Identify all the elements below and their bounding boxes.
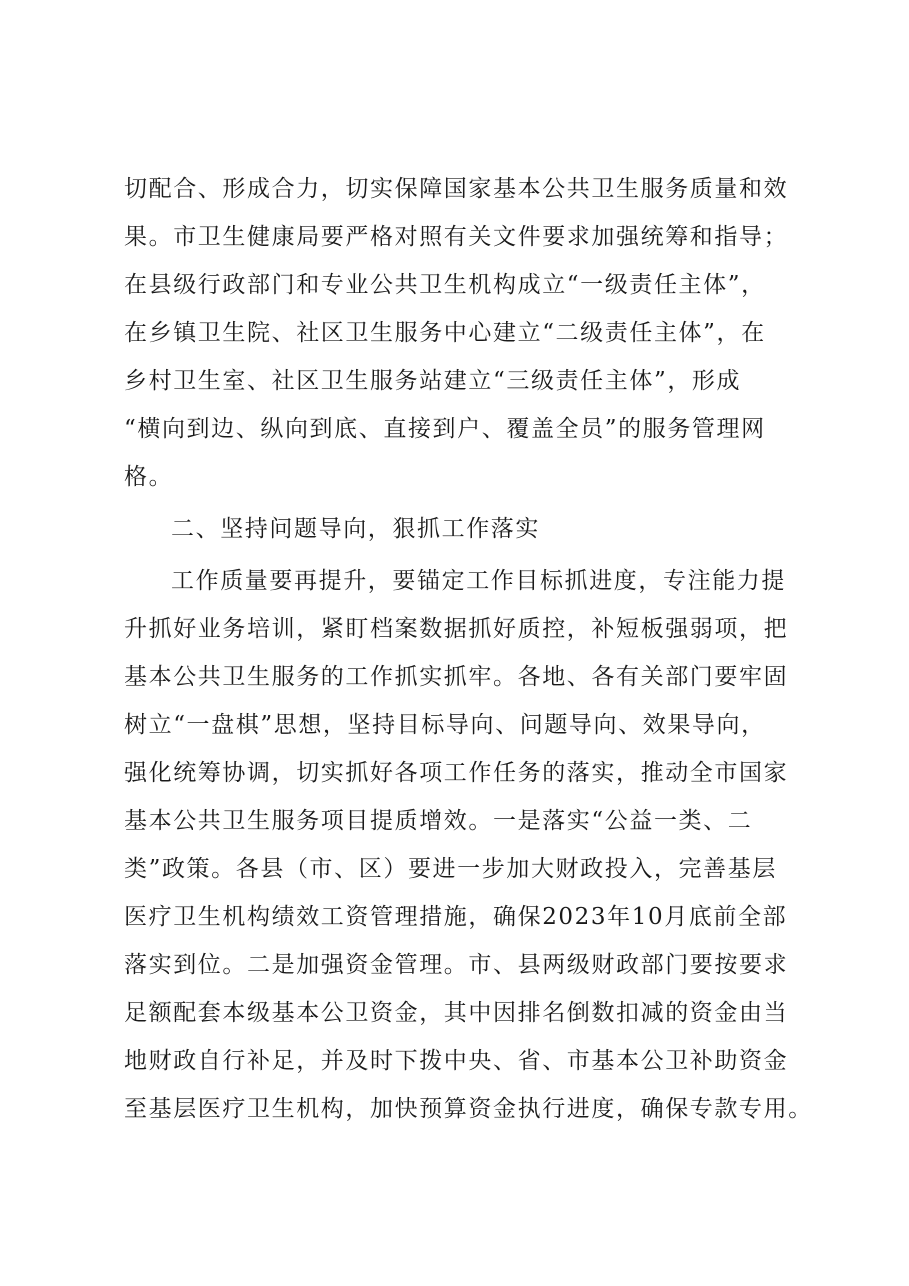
body-text-line: 在县级行政部门和专业公共卫生机构成立“一级责任主体”， [124, 272, 766, 298]
body-text-line: 足额配套本级基本公卫资金，其中因排名倒数扣减的资金由当 [124, 1000, 789, 1026]
section-heading: 二、坚持问题导向，狠抓工作落实 [171, 516, 540, 542]
body-text-line: 至基层医疗卫生机构，加快预算资金执行进度，确保专款专用。 [124, 1096, 813, 1122]
body-text-line: 果。市卫生健康局要严格对照有关文件要求加强统筹和指导； [124, 224, 789, 250]
body-text-line: 格。 [124, 464, 174, 490]
body-text-line: 工作质量要再提升，要锚定工作目标抓进度，专注能力提 [171, 568, 786, 594]
body-text-line: 升抓好业务培训，紧盯档案数据抓好质控，补短板强弱项，把 [124, 616, 789, 642]
body-text-line: 切配合、形成合力，切实保障国家基本公共卫生服务质量和效 [124, 176, 789, 202]
body-text-line: 树立“一盘棋”思想，坚持目标导向、问题导向、效果导向， [124, 712, 766, 738]
body-text-line: 在乡镇卫生院、社区卫生服务中心建立“二级责任主体”，在 [124, 320, 766, 346]
body-text-line: 基本公共卫生服务的工作抓实抓牢。各地、各有关部门要牢固 [124, 664, 789, 690]
body-text-line: 地财政自行补足，并及时下拨中央、省、市基本公卫补助资金 [124, 1048, 789, 1074]
body-text-line: 乡村卫生室、社区卫生服务站建立“三级责任主体”，形成 [124, 368, 742, 394]
body-text-line: 基本公共卫生服务项目提质增效。一是落实“公益一类、二 [124, 808, 753, 834]
body-text-line: 医疗卫生机构绩效工资管理措施，确保2023年10月底前全部 [124, 904, 788, 930]
body-text-line: “横向到边、纵向到底、直接到户、覆盖全员”的服务管理网 [124, 416, 766, 442]
body-text-line: 类”政策。各县（市、区）要进一步加大财政投入，完善基层 [124, 856, 777, 882]
body-text-line: 强化统筹协调，切实抓好各项工作任务的落实，推动全市国家 [124, 760, 789, 786]
body-text-line: 落实到位。二是加强资金管理。市、县两级财政部门要按要求 [124, 952, 789, 978]
